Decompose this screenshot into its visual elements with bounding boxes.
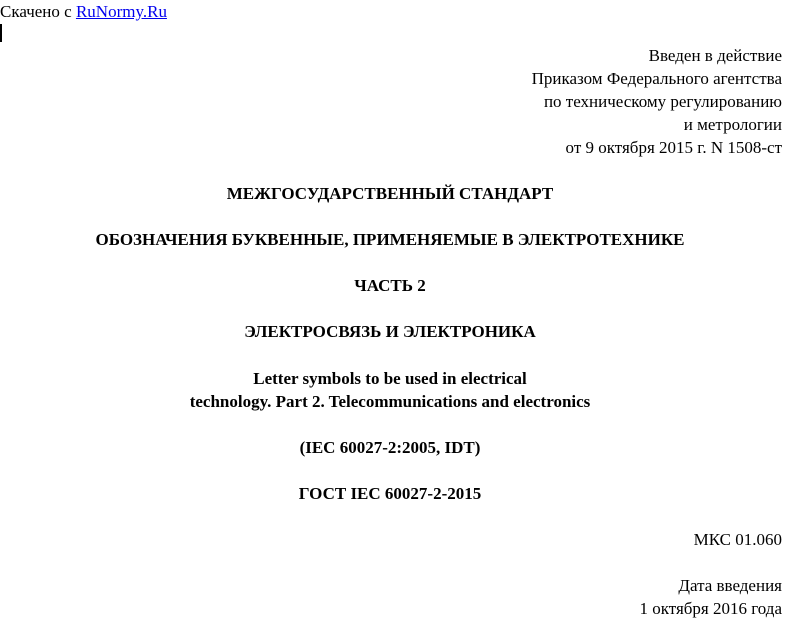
standard-title-heading: ОБОЗНАЧЕНИЯ БУКВЕННЫЕ, ПРИМЕНЯЕМЫЕ В ЭЛЕКТРОТЕХНИКЕ [95, 230, 685, 249]
download-source-line [0, 0, 167, 23]
runormy-link[interactable]: RuNormy.Ru [75, 2, 167, 21]
intro-line: по техническому регулированию [543, 92, 782, 111]
standard-type-heading: МЕЖГОСУДАРСТВЕННЫЙ СТАНДАРТ [226, 184, 554, 203]
english-title-line-2: technology. Part 2. Telecommunications and electronics [189, 392, 591, 411]
iec-reference: (IEC 60027-2:2005, IDT) [299, 438, 481, 457]
intro-line: Введен в действие [648, 46, 782, 65]
intro-line: Приказом Федерального агентства [531, 69, 782, 88]
effective-date-label: Дата введения [678, 576, 782, 595]
download-prefix: Скачено с [0, 2, 72, 21]
effective-date-block [639, 574, 782, 620]
english-title [0, 367, 780, 413]
english-title-line-1: Letter symbols to be used in electrical [253, 369, 527, 388]
text-cursor [0, 24, 2, 42]
intro-line: и метрологии [683, 115, 782, 134]
effective-date-value: 1 октября 2016 года [639, 599, 782, 618]
part-heading: ЧАСТЬ 2 [354, 276, 426, 295]
part-name-heading: ЭЛЕКТРОСВЯЗЬ И ЭЛЕКТРОНИКА [244, 322, 536, 341]
gost-designation: ГОСТ IEC 60027-2-2015 [298, 484, 482, 503]
mks-code: МКС 01.060 [693, 530, 782, 549]
introduction-block [532, 44, 782, 159]
intro-line: от 9 октября 2015 г. N 1508-ст [565, 138, 782, 157]
